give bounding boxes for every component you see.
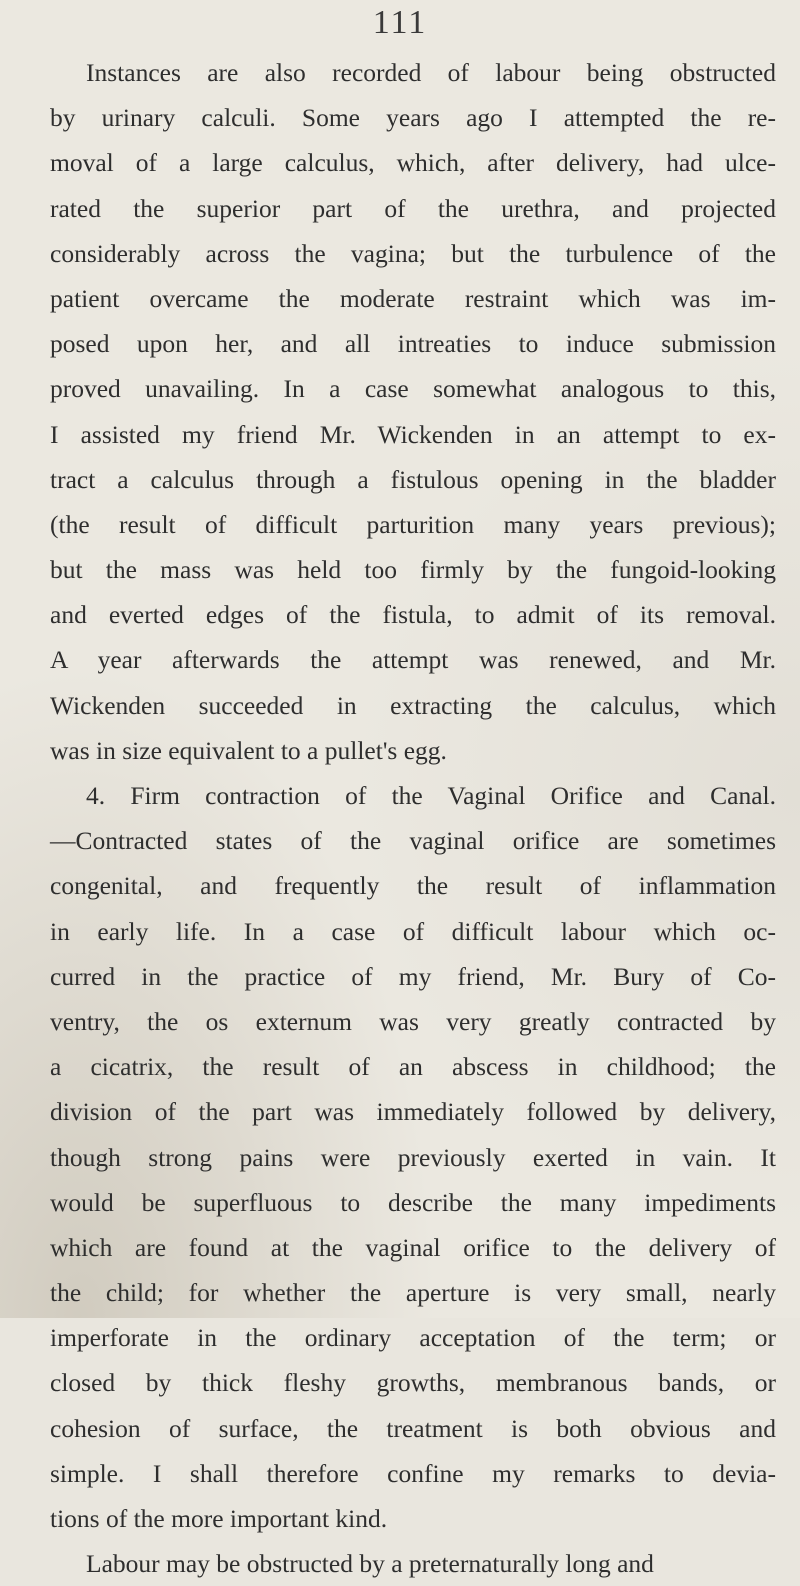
text-line: but the mass was held too firmly by the fungoid-looking (50, 555, 776, 585)
text-line: would be superfluous to describe the many impediments (50, 1187, 776, 1217)
text-line: rated the superior part of the urethra, and projected (50, 193, 776, 223)
text-line: I assisted my friend Mr. Wickenden in an attempt to ex- (50, 419, 776, 449)
text-line: proved unavailing. In a case somewhat analogous to this, (50, 374, 776, 404)
text-line: tions of the more important kind. (50, 1504, 388, 1533)
text-line: tract a calculus through a fistulous opening in the bladder (50, 464, 776, 494)
text-line: and everted edges of the fistula, to admit of its removal. (50, 600, 776, 630)
text-line: moval of a large calculus, which, after delivery, had ulce- (50, 148, 776, 178)
text-line: curred in the practice of my friend, Mr. Bury of Co- (50, 961, 776, 991)
text-line: in early life. In a case of difficult labour which oc- (50, 916, 776, 946)
page-number: 111 (372, 4, 428, 41)
text-line: division of the part was immediately followed by delivery, (50, 1097, 776, 1127)
text-line: the child; for whether the aperture is very small, nearly (50, 1278, 776, 1308)
text-line: A year afterwards the attempt was renewed, and Mr. (50, 645, 776, 675)
text-line: Instances are also recorded of labour being obstructed (86, 58, 776, 87)
text-line: by urinary calculi. Some years ago I attempted the re- (50, 103, 776, 133)
text-line: though strong pains were previously exerted in vain. It (50, 1142, 776, 1172)
text-line: simple. I shall therefore confine my remarks to devia- (50, 1458, 776, 1488)
text-line: Labour may be obstructed by a preternaturally long and (86, 1549, 654, 1579)
text-line: Wickenden succeeded in extracting the calculus, which (50, 690, 776, 720)
text-line: considerably across the vagina; but the turbulence of the (50, 238, 776, 268)
text-line: —Contracted states of the vaginal orifice are sometimes (50, 826, 776, 856)
text-line: imperforate in the ordinary acceptation of the term; or (50, 1323, 776, 1353)
text-line: congenital, and frequently the result of inflammation (50, 871, 776, 901)
text-line: ventry, the os externum was very greatly contracted by (50, 1006, 776, 1036)
text-line: posed upon her, and all intreaties to induce submission (50, 329, 776, 359)
text-line: (the result of difficult parturition many years previous); (50, 509, 776, 539)
body-text (50, 50, 776, 1586)
section-heading-line: 4. Firm contraction of the Vaginal Orifice and Canal. (86, 781, 776, 810)
text-line: closed by thick fleshy growths, membranous bands, or (50, 1368, 776, 1398)
text-line: was in size equivalent to a pullet's egg. (50, 735, 447, 765)
text-line: a cicatrix, the result of an abscess in childhood; the (50, 1052, 776, 1082)
text-line: which are found at the vaginal orifice to the delivery of (50, 1232, 776, 1262)
text-line: cohesion of surface, the treatment is both obvious and (50, 1413, 776, 1443)
text-line: patient overcame the moderate restraint which was im- (50, 283, 776, 313)
